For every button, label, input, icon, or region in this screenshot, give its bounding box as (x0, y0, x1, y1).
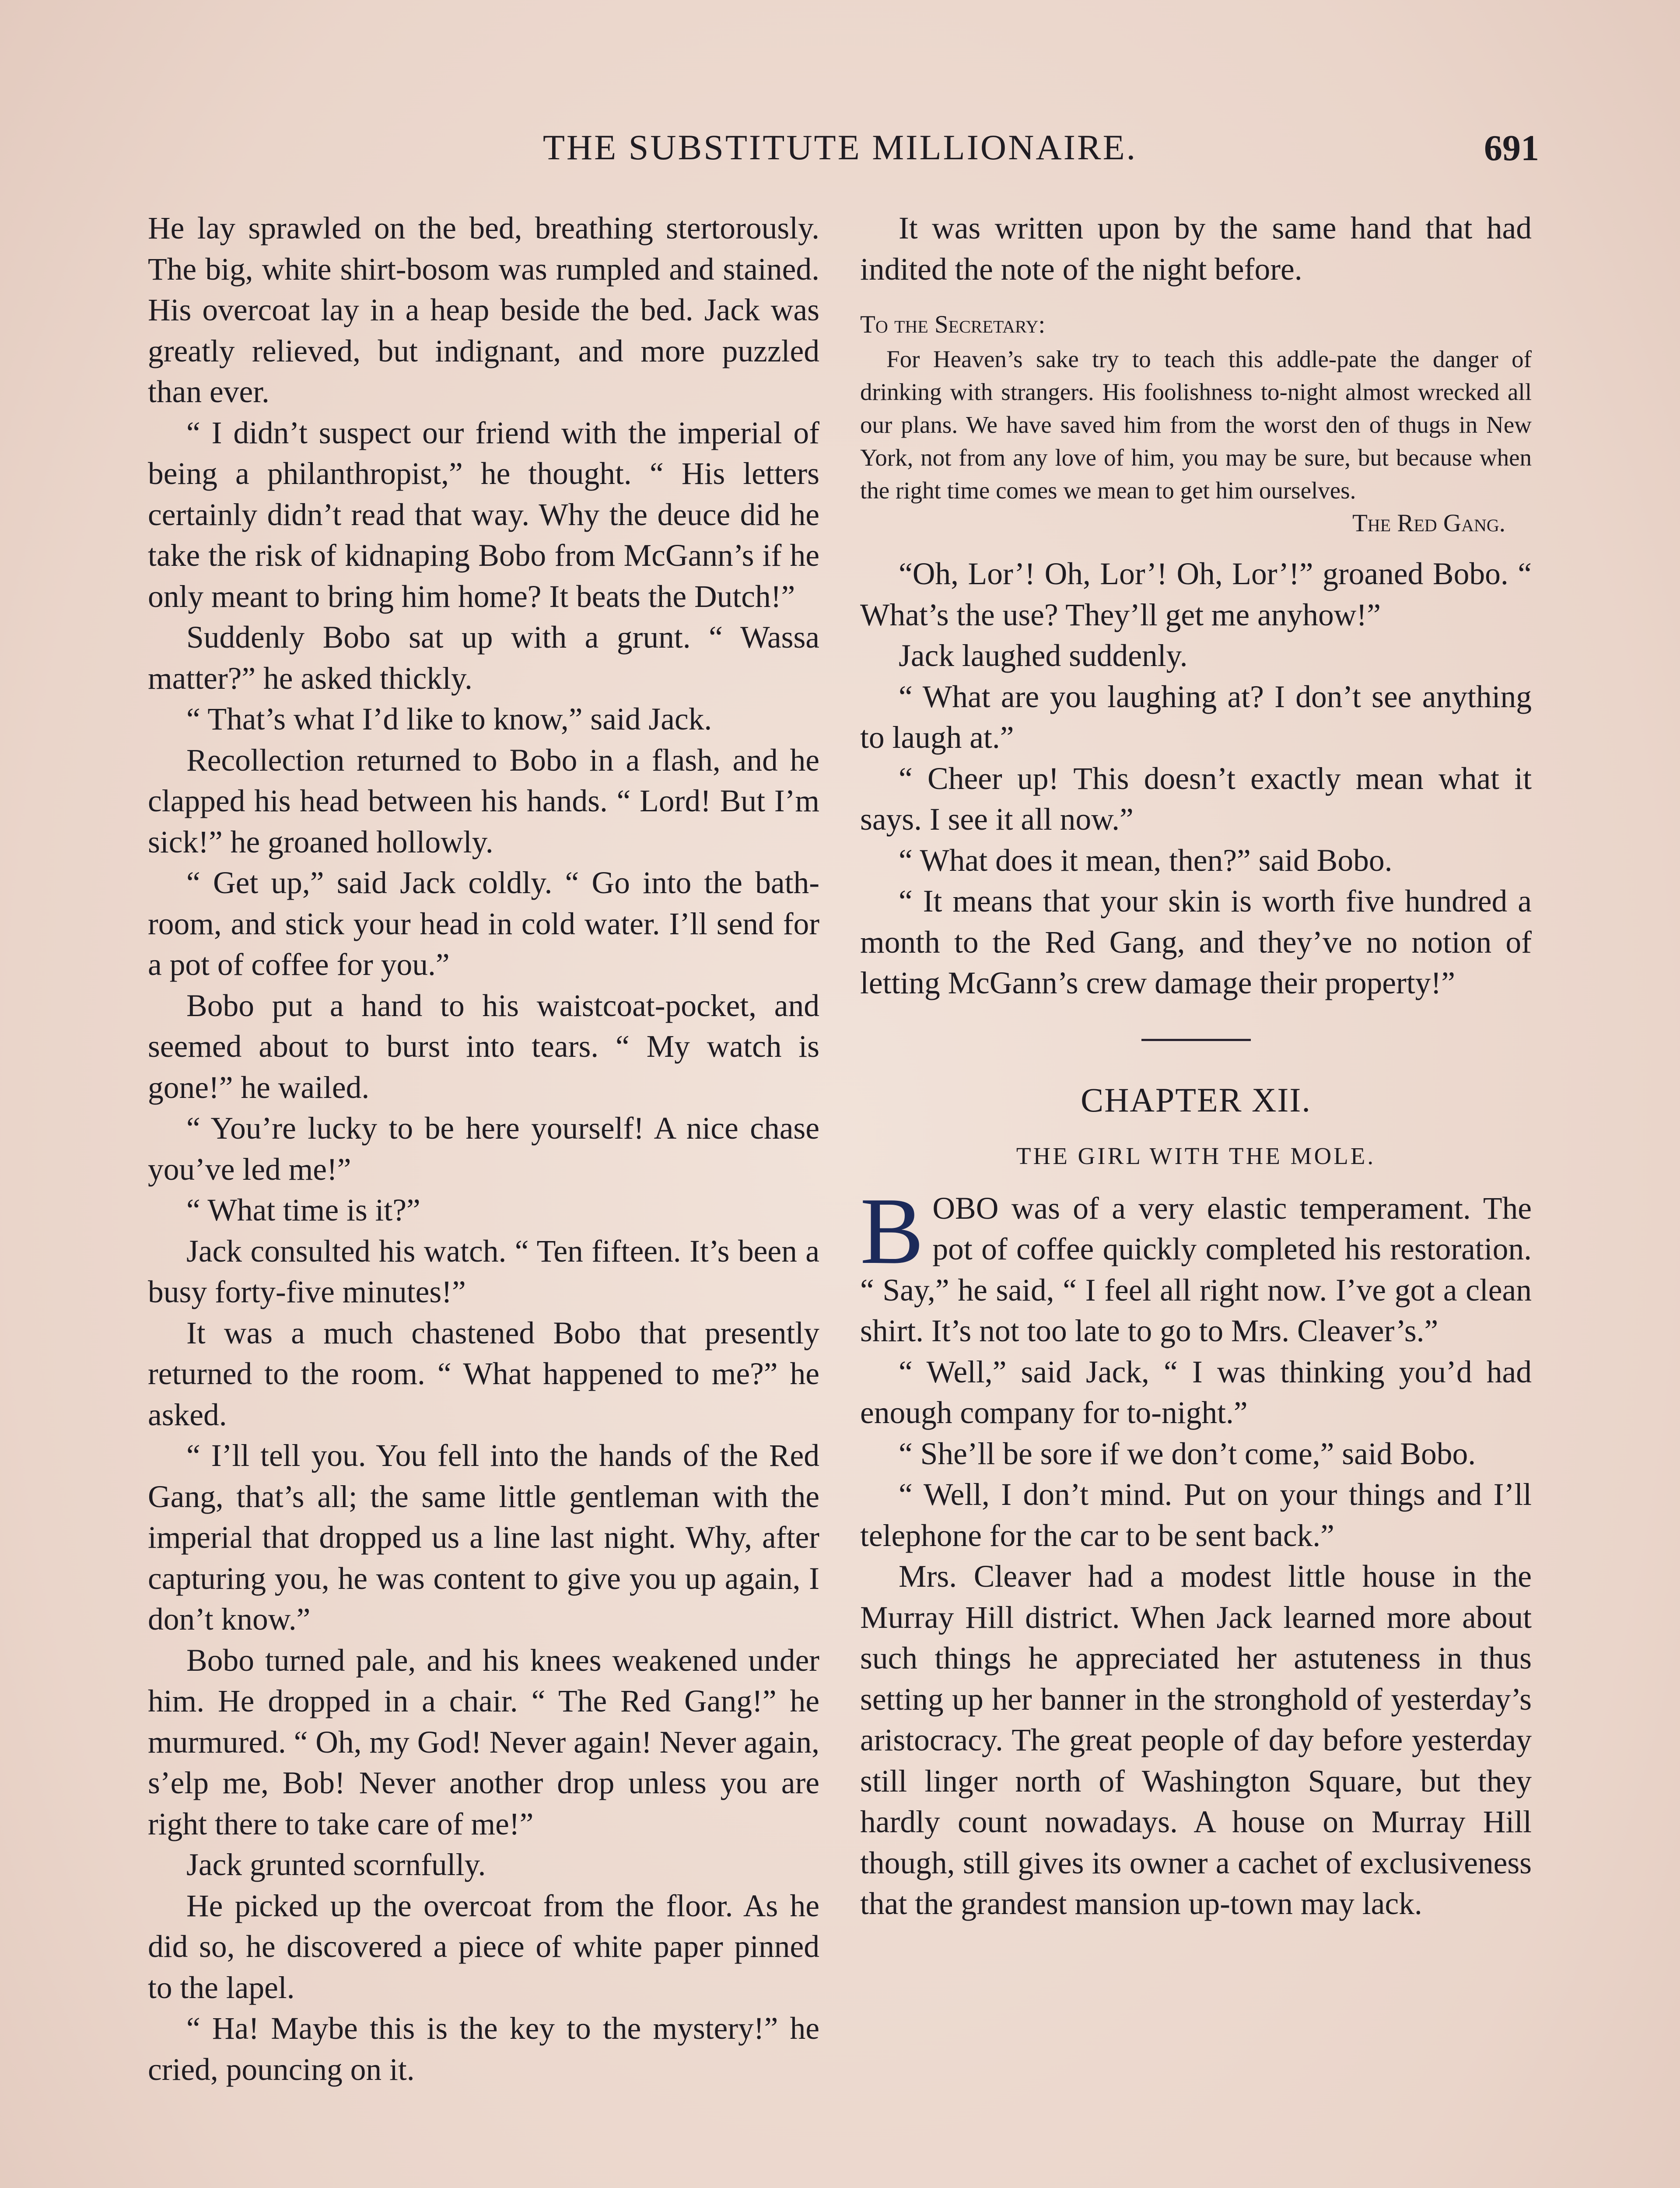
chapter-title: CHAPTER XII. (1081, 1080, 1311, 1119)
paragraph: “ Cheer up! This doesn’t exactly mean what it says. I see it all now.” (860, 761, 1532, 837)
paragraph: “ I’ll tell you. You fell into the hands of the Red Gang, that’s all; the same little gentleman with the imperial that dropped us a line last night. Why, after capturing you, he was content to give you up again, I don’t know.” (148, 1438, 819, 1637)
paragraph: “Oh, Lor’! Oh, Lor’! Oh, Lor’!” groaned Bobo. “ What’s the use? They’ll get me anyhow!” (860, 557, 1532, 632)
drop-cap: B (860, 1178, 924, 1284)
note-body: For Heaven’s sake try to teach this addle-pate the danger of drinking with strangers. His foolishness to-night almost wrecked all our plans. We have saved him from the worst den of thugs in New York, not from any love of him, you may be sure, but because when the right time comes we mean to get him ourselves. (860, 346, 1532, 504)
paragraph: “ Well, I don’t mind. Put on your things and I’ll telephone for the car to be sent back.” (860, 1477, 1532, 1553)
paragraph: “ You’re lucky to be here yourself! A nice chase you’ve led me!” (148, 1111, 819, 1187)
paragraph: He lay sprawled on the bed, breathing stertorously. The big, white shirt-bosom was rumpled and stained. His overcoat lay in a heap beside the bed. Jack was greatly relieved, but indignant, and more puzzled than ever. (148, 211, 819, 409)
paragraph: Recollection returned to Bobo in a flash, and he clapped his head between his hands. “ Lord! But I’m sick!” he groaned hollowly. (148, 743, 819, 859)
paragraph: Jack consulted his watch. “ Ten fifteen. It’s been a busy forty-five minutes!” (148, 1234, 819, 1309)
section-divider (1141, 1039, 1251, 1041)
paragraph: Bobo turned pale, and his knees weakened under him. He dropped in a chair. “ The Red Gang!” he murmured. “ Oh, my God! Never again! Never again, s’elp me, Bob! Never another drop unless you are right there to take care of me!” (148, 1643, 819, 1841)
paragraph: It was written upon by the same hand that had indited the note of the night before. (860, 211, 1532, 287)
right-column (860, 208, 1532, 1925)
paragraph: “ Well,” said Jack, “ I was thinking you’d had enough company for to-night.” (860, 1354, 1532, 1430)
opening-text: OBO was of a very elastic temperament. The pot of coffee quickly completed his restoration. “ Say,” he said, “ I feel all right now. I’ve got a clean shirt. It’s not too late to go to Mrs. Cleaver’s.” (860, 1191, 1532, 1348)
paragraph: Jack laughed suddenly. (899, 638, 1188, 673)
paragraph: Bobo put a hand to his waistcoat-pocket, and seemed about to burst into tears. “ My watch is gone!” he wailed. (148, 988, 819, 1105)
paragraph: “ What are you laughing at? I don’t see anything to laugh at.” (860, 679, 1532, 755)
note-salutation: To the Secretary: (860, 311, 1046, 338)
chapter-subtitle: THE GIRL WITH THE MOLE. (1016, 1142, 1376, 1169)
paragraph: Mrs. Cleaver had a modest little house in the Murray Hill district. When Jack learned more about such things he appreciated her astuteness in thus setting up her banner in the stronghold of yesterday’s aristocracy. The great people of day before yesterday still linger north of Washington Square, but they hardly count nowadays. A house on Murray Hill though, still gives its owner a cachet of exclusiveness that the grandest mansion up-town may lack. (860, 1559, 1532, 1921)
running-title: THE SUBSTITUTE MILLIONAIRE. (542, 127, 1138, 167)
page-number: 691 (1484, 128, 1539, 168)
paragraph: “ It means that your skin is worth five hundred a month to the Red Gang, and they’ve no notion of letting McGann’s crew damage their property!” (860, 884, 1532, 1000)
paragraph: Suddenly Bobo sat up with a grunt. “ Wassa matter?” he asked thickly. (148, 620, 819, 696)
pinned-note (860, 308, 1532, 540)
paragraph: “ That’s what I’d like to know,” said Jack. (186, 702, 712, 736)
paragraph: “ I didn’t suspect our friend with the imperial of being a philanthropist,” he thought. “ His letters certainly didn’t read that way. Why the deuce did he take the risk of kidnaping Bobo from McGann’s if he only meant to bring him home? It beats the Dutch!” (148, 415, 819, 614)
paragraph: Jack grunted scornfully. (186, 1848, 486, 1882)
paragraph: “ Ha! Maybe this is the key to the mystery!” he cried, pouncing on it. (148, 2011, 819, 2087)
paragraph: It was a much chastened Bobo that presently returned to the room. “ What happened to me?” he asked. (148, 1315, 819, 1432)
paragraph: “ What time is it?” (186, 1193, 420, 1227)
chapter-opening-paragraph (860, 1178, 1532, 1352)
paragraph: He picked up the overcoat from the floor. As he did so, he discovered a piece of white paper pinned to the lapel. (148, 1888, 819, 2005)
left-column (148, 208, 819, 2090)
paragraph: “ What does it mean, then?” said Bobo. (899, 843, 1393, 878)
paragraph: “ She’ll be sore if we don’t come,” said Bobo. (899, 1436, 1476, 1471)
note-signature: The Red Gang. (1352, 509, 1505, 537)
paragraph: “ Get up,” said Jack coldly. “ Go into the bath-room, and stick your head in cold water. I’ll send for a pot of coffee for you.” (148, 866, 819, 982)
